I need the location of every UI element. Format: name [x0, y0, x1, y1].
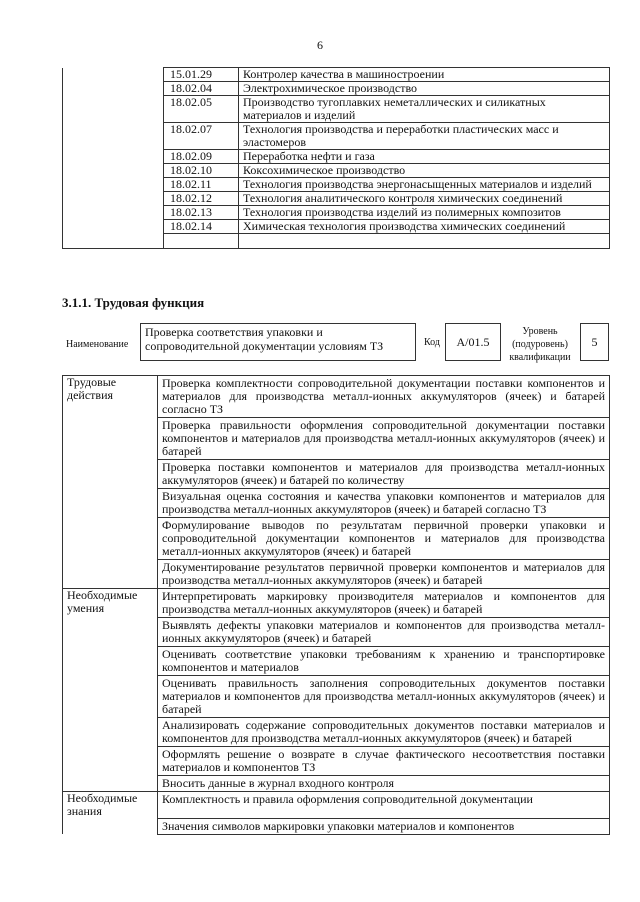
level-label: Уровень (подуровень) квалификации	[509, 326, 571, 363]
section-title-continuation	[63, 776, 158, 792]
blank-cell	[63, 164, 164, 178]
section-item: Документирование результатов первичной проверки компонентов и материалов для производства металл-ионных аккумуляторов (ячеек) и батарей	[158, 560, 610, 589]
function-row	[63, 618, 610, 647]
blank-cell	[63, 150, 164, 164]
blank-cell	[63, 178, 164, 192]
specialty-name: Электрохимическое производство	[239, 82, 610, 96]
codes-table-row	[63, 96, 610, 123]
section-title-continuation	[63, 418, 158, 460]
specialty-name: Технология производства изделий из полимерных композитов	[239, 206, 610, 220]
specialty-code: 18.02.11	[164, 178, 239, 192]
section-item: Оформлять решение о возврате в случае фактического несоответствия поставки материалов и компонентов ТЗ	[158, 747, 610, 776]
specialty-code: 18.02.05	[164, 96, 239, 123]
function-row	[63, 518, 610, 560]
specialty-code: 18.02.13	[164, 206, 239, 220]
blank-cell	[239, 234, 610, 249]
codes-table-row	[63, 178, 610, 192]
name-label: Наименование	[66, 339, 129, 350]
function-row	[63, 418, 610, 460]
section-item: Формулирование выводов по результатам первичной проверки упаковки и сопроводительной документации компонентов и материалов для производства металл-ионных аккумуляторов (ячеек) и батарей	[158, 518, 610, 560]
section-item: Оценивать правильность заполнения сопроводительных документов поставки материалов и компонентов для производства металл-ионных аккумуляторов (ячеек) и батарей	[158, 676, 610, 718]
section-title: Необходимые знания	[63, 792, 158, 819]
section-item: Визуальная оценка состояния и качества упаковки компонентов и материалов для производства металл-ионных аккумуляторов (ячеек) и батарей согласно ТЗ	[158, 489, 610, 518]
specialty-name: Технология производства энергонасыщенных материалов и изделий	[239, 178, 610, 192]
function-row	[63, 792, 610, 819]
section-item: Проверка поставки компонентов и материалов для производства металл-ионных аккумуляторов (ячеек) и батарей по количеству	[158, 460, 610, 489]
specialty-name: Коксохимическое производство	[239, 164, 610, 178]
codes-table-row	[63, 123, 610, 150]
blank-cell	[63, 96, 164, 123]
function-row	[63, 747, 610, 776]
specialty-code: 18.02.14	[164, 220, 239, 234]
function-row	[63, 560, 610, 589]
section-heading: 3.1.1. Трудовая функция	[62, 295, 205, 310]
function-row	[63, 818, 610, 834]
blank-cell	[63, 192, 164, 206]
specialty-code: 18.02.12	[164, 192, 239, 206]
function-row	[63, 589, 610, 618]
codes-table-row	[63, 150, 610, 164]
section-title-continuation	[63, 676, 158, 718]
section-item: Проверка правильности оформления сопроводительной документации поставки компонентов и материалов для производства металл-ионных аккумуляторов (ячеек) и батарей	[158, 418, 610, 460]
section-title-continuation	[63, 489, 158, 518]
page-number: 6	[317, 38, 323, 52]
section-item: Вносить данные в журнал входного контроля	[158, 776, 610, 792]
specialty-name: Технология производства и переработки пластических масс и эластомеров	[239, 123, 610, 150]
codes-table-row	[63, 220, 610, 234]
specialty-name: Химическая технология производства химических соединений	[239, 220, 610, 234]
codes-table-row	[63, 192, 610, 206]
section-item: Интерпретировать маркировку производителя материалов и компонентов для производства металл-ионных аккумуляторов (ячеек) и батарей	[158, 589, 610, 618]
specialty-code: 18.02.10	[164, 164, 239, 178]
section-title-continuation	[63, 718, 158, 747]
section-title-continuation	[63, 460, 158, 489]
specialty-code: 18.02.04	[164, 82, 239, 96]
specialty-name: Технология аналитического контроля химических соединений	[239, 192, 610, 206]
specialty-name: Переработка нефти и газа	[239, 150, 610, 164]
function-row	[63, 676, 610, 718]
blank-cell	[164, 234, 239, 249]
section-item: Проверка комплектности сопроводительной документации поставки компонентов и материалов для производства металл-ионных аккумуляторов (ячеек) и батарей согласно ТЗ	[158, 376, 610, 418]
section-item: Анализировать содержание сопроводительных документов поставки материалов и компонентов для производства металл-ионных аккумуляторов (ячеек) и батарей	[158, 718, 610, 747]
section-title: Трудовые действия	[63, 376, 158, 418]
section-item: Оценивать соответствие упаковки требованиям к хранению и транспортировке компонентов и материалов	[158, 647, 610, 676]
code-label: Код	[424, 337, 440, 348]
specialty-name: Производство тугоплавких неметаллических и силикатных материалов и изделий	[239, 96, 610, 123]
blank-cell	[63, 220, 164, 234]
section-title-continuation	[63, 518, 158, 560]
specialty-code: 18.02.09	[164, 150, 239, 164]
name-value: Проверка соответствия упаковки и сопроводительной документации условиям ТЗ	[140, 323, 416, 361]
function-row	[63, 718, 610, 747]
codes-table-row	[63, 164, 610, 178]
section-item: Комплектность и правила оформления сопроводительной документации	[158, 792, 610, 819]
code-value: А/01.5	[445, 323, 501, 361]
specialty-code: 18.02.07	[164, 123, 239, 150]
function-row	[63, 647, 610, 676]
section-title-continuation	[63, 747, 158, 776]
section-item: Значения символов маркировки упаковки материалов и компонентов	[158, 818, 610, 834]
specialty-name: Контролер качества в машиностроении	[239, 68, 610, 82]
blank-cell	[63, 206, 164, 220]
codes-table-row	[63, 68, 610, 82]
section-title: Необходимые умения	[63, 589, 158, 618]
codes-table-row	[63, 82, 610, 96]
specialty-code: 15.01.29	[164, 68, 239, 82]
section-title-continuation	[63, 618, 158, 647]
blank-cell	[63, 82, 164, 96]
section-item: Выявлять дефекты упаковки материалов и компонентов для производства металл-ионных аккумуляторов (ячеек) и батарей	[158, 618, 610, 647]
section-title-continuation	[63, 818, 158, 834]
labor-function-table	[62, 375, 610, 835]
function-row	[63, 489, 610, 518]
codes-table-row	[63, 206, 610, 220]
function-row	[63, 776, 610, 792]
blank-cell	[63, 68, 164, 82]
function-row	[63, 460, 610, 489]
section-title-continuation	[63, 647, 158, 676]
level-value: 5	[580, 323, 609, 361]
blank-cell	[63, 234, 164, 249]
codes-table-empty-row	[63, 234, 610, 249]
function-row	[63, 376, 610, 418]
blank-cell	[63, 123, 164, 150]
section-title-continuation	[63, 560, 158, 589]
codes-table	[62, 67, 610, 249]
